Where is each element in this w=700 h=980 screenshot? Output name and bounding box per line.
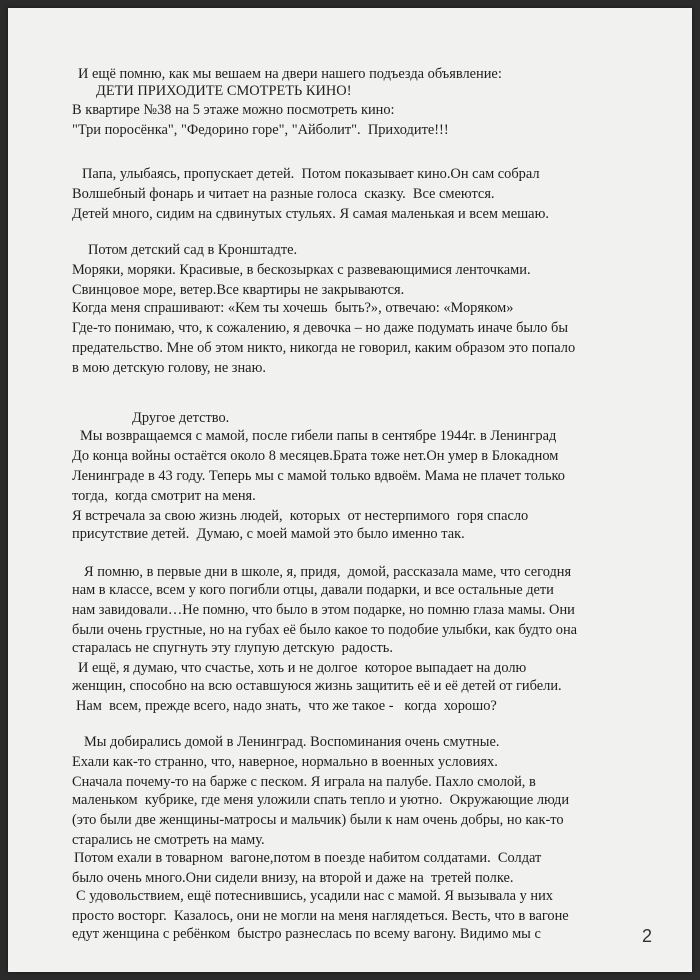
text-line: было очень много.Они сидели внизу, на второй и даже на третей полке. [72, 870, 514, 886]
text-line: предательство. Мне об этом никто, никогда не говорил, каким образом это попало [72, 340, 576, 356]
text-line: В квартире №38 на 5 этаже можно посмотреть кино: [72, 102, 395, 118]
document-page [8, 8, 692, 972]
text-line: были очень грустные, но на губах её было какое то подобие улыбки, как будто она [72, 622, 578, 638]
text-line: И ещё, я думаю, что счастье, хоть и не долгое которое выпадает на долю [78, 660, 527, 676]
document-text [8, 8, 578, 942]
text-line: Мы возвращаемся с мамой, после гибели папы в сентябре 1944г. в Ленинград [80, 428, 557, 444]
text-line: ДЕТИ ПРИХОДИТЕ СМОТРЕТЬ КИНО! [96, 83, 352, 99]
text-line: (это были две женщины-матросы и мальчик) были к нам очень добры, но как-то [72, 812, 564, 828]
text-line: Мы добирались домой в Ленинград. Воспоминания очень смутные. [84, 734, 500, 750]
text-line: маленьком кубрике, где меня уложили спать тепло и уютно. Окружающие люди [72, 792, 570, 808]
text-line: Я встречала за свою жизнь людей, которых от нестерпимого горя спасло [72, 508, 529, 524]
text-line: Когда меня спрашивают: «Кем ты хочешь быть?», отвечаю: «Моряком» [72, 300, 514, 316]
text-line: Нам всем, прежде всего, надо знать, что же такое - когда хорошо? [76, 698, 497, 714]
text-line: Я помню, в первые дни в школе, я, придя, домой, рассказала маме, что сегодня [84, 564, 572, 580]
text-line: старалась не спугнуть эту глупую детскую радость. [72, 640, 393, 656]
text-line: присутствие детей. Думаю, с моей мамой это было именно так. [72, 526, 465, 542]
text-line: нам в классе, всем у кого погибли отцы, давали подарки, и все остальные дети [72, 582, 554, 598]
text-line: Ехали как-то странно, что, наверное, нормально в военных условиях. [72, 754, 498, 770]
page-number: 2 [642, 926, 653, 946]
text-line: женщин, способно на всю оставшуюся жизнь защитить её и её детей от гибели. [72, 678, 562, 694]
text-line: Моряки, моряки. Красивые, в бескозырках с развевающимися ленточками. [72, 262, 531, 278]
text-line: Потом ехали в товарном вагоне,потом в поезде набитом солдатами. Солдат [74, 850, 542, 866]
text-line: С удовольствием, ещё потеснившись, усадили нас с мамой. Я вызывала у них [76, 888, 554, 904]
text-line: Где-то понимаю, что, к сожалению, я девочка – но даже подумать иначе было бы [72, 320, 569, 336]
text-line: едут женщина с ребёнком быстро разнеслась по всему вагону. Видимо мы с [72, 926, 541, 942]
text-line: "Три поросёнка", "Федорино горе", "Айболит". Приходите!!! [72, 122, 449, 138]
text-line: нам завидовали…Не помню, что было в этом подарке, но помню глаза мамы. Они [72, 602, 575, 618]
text-line: Свинцовое море, ветер.Все квартиры не закрываются. [72, 282, 405, 298]
text-line: тогда, когда смотрит на меня. [72, 488, 256, 504]
text-line: До конца войны остаётся около 8 месяцев.Брата тоже нет.Он умер в Блокадном [72, 448, 559, 464]
text-line: просто восторг. Казалось, они не могли на меня наглядеться. Весть, что в вагоне [72, 908, 569, 924]
text-line: Волшебный фонарь и читает на разные голоса сказку. Все смеются. [72, 186, 495, 202]
text-line: И ещё помню, как мы вешаем на двери нашего подъезда объявление: [78, 66, 502, 82]
text-line: Сначала почему-то на барже с песком. Я играла на палубе. Пахло смолой, в [72, 774, 536, 790]
text-line: старались не смотреть на маму. [72, 832, 265, 848]
text-line: Папа, улыбаясь, пропускает детей. Потом показывает кино.Он сам собрал [82, 166, 540, 182]
text-line: Детей много, сидим на сдвинутых стульях. Я самая маленькая и всем мешаю. [72, 206, 549, 222]
text-line: Ленинграде в 43 году. Теперь мы с мамой только вдвоём. Мама не плачет только [72, 468, 565, 484]
text-line: Другое детство. [132, 410, 230, 426]
text-line: в мою детскую голову, не знаю. [72, 360, 266, 376]
text-line: Потом детский сад в Кронштадте. [88, 242, 298, 258]
